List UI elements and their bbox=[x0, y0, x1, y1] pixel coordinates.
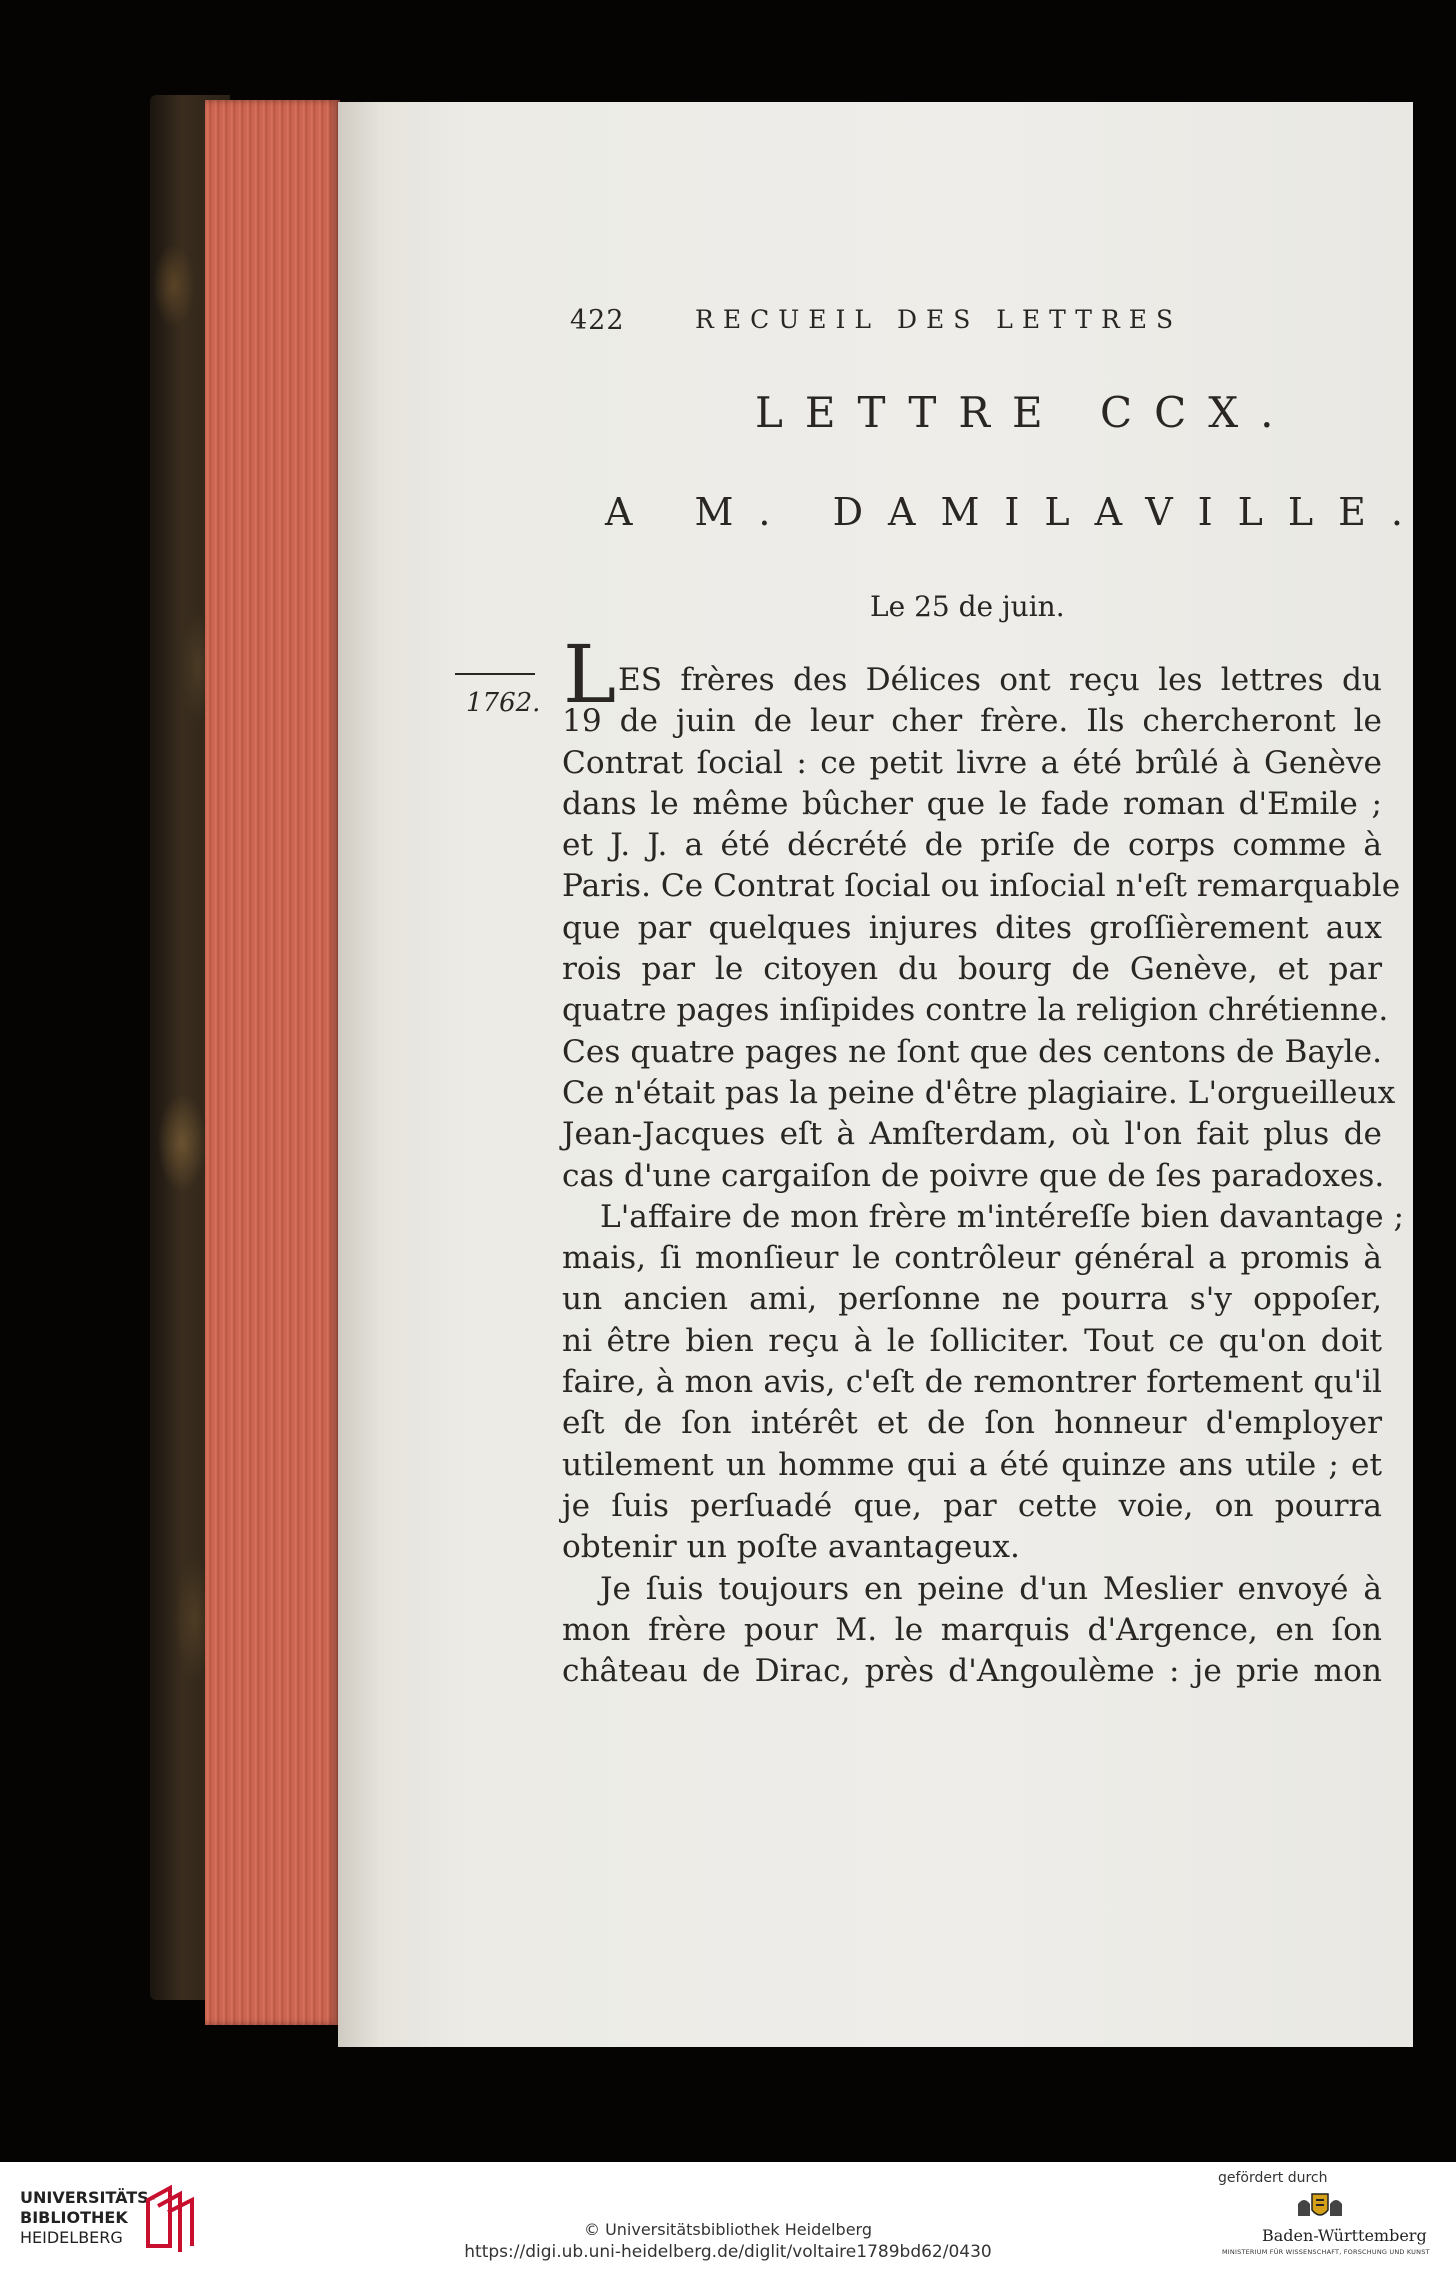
text-line: et J. J. a été décrété de priſe de corps comme à bbox=[562, 827, 1382, 864]
addressee: A M. DAMILAVILLE. bbox=[605, 490, 1428, 534]
letter-body bbox=[562, 660, 1404, 1692]
text-line: Paris. Ce Contrat ſocial ou inſocial n'eſt remarquable bbox=[562, 868, 1401, 905]
funder-name: Baden-Württemberg bbox=[1262, 2226, 1427, 2245]
permalink[interactable]: https://digi.ub.uni-heidelberg.de/diglit/voltaire1789bd62/0430 bbox=[464, 2242, 992, 2262]
text-line: que par quelques injures dites groſſièrement aux bbox=[562, 909, 1382, 946]
text-line: mon frère pour M. le marquis d'Argence, en ſon bbox=[562, 1611, 1382, 1648]
text-line: Jean-Jacques eſt à Amſterdam, où l'on fait plus de bbox=[562, 1116, 1382, 1153]
text-line: ES frères des Délices ont reçu les lettres du bbox=[618, 662, 1382, 698]
text-line: utilement un homme qui a été quinze ans utile ; et bbox=[562, 1446, 1382, 1483]
text-line: Contrat ſocial : ce petit livre a été brûlé à Genève bbox=[562, 744, 1382, 781]
copyright-notice: © Universitätsbibliothek Heidelberg bbox=[583, 2220, 872, 2239]
letter-title: LETTRE CCX. bbox=[755, 388, 1296, 437]
coat-of-arms-icon bbox=[1290, 2190, 1350, 2224]
text-line: Ces quatre pages ne ſont que des centons de Bayle. bbox=[562, 1033, 1382, 1070]
library-name-line1: UNIVERSITÄTS- bbox=[20, 2188, 156, 2207]
text-line: un ancien ami, perſonne ne pourra s'y oppoſer, bbox=[562, 1281, 1382, 1318]
margin-rule bbox=[455, 673, 535, 675]
funder-ministry: MINISTERIUM FÜR WISSENSCHAFT, FORSCHUNG UND KUNST bbox=[1222, 2248, 1430, 2256]
text-line: château de Dirac, près d'Angoulème : je prie mon bbox=[562, 1653, 1382, 1690]
text-line: Je ſuis toujours en peine d'un Meslier envoyé à bbox=[600, 1570, 1382, 1607]
text-line: rois par le citoyen du bourg de Genève, et par bbox=[562, 951, 1382, 988]
text-line: faire, à mon avis, c'eſt de remontrer fortement qu'il bbox=[562, 1364, 1382, 1401]
text-line: Ce n'était pas la peine d'être plagiaire. L'orgueilleux bbox=[562, 1074, 1396, 1111]
funded-by-label: gefördert durch bbox=[1218, 2170, 1328, 2186]
text-line: obtenir un poſte avantageux. bbox=[562, 1529, 1020, 1566]
text-line: eſt de ſon intérêt et de ſon honneur d'employer bbox=[562, 1405, 1382, 1442]
drop-cap: L bbox=[563, 628, 617, 721]
text-line: 19 de juin de leur cher frère. Ils chercheront le bbox=[562, 703, 1382, 740]
red-page-edges bbox=[205, 100, 340, 2025]
text-line: dans le même bûcher que le fade roman d'Emile ; bbox=[562, 785, 1382, 822]
library-name-line2: BIBLIOTHEK bbox=[20, 2208, 128, 2227]
text-line: quatre pages inſipides contre la religion chrétienne. bbox=[562, 992, 1389, 1029]
margin-year: 1762. bbox=[466, 688, 541, 718]
text-line: L'affaire de mon frère m'intéreſſe bien davantage ; bbox=[600, 1198, 1404, 1235]
text-line: je ſuis perſuadé que, par cette voie, on pourra bbox=[562, 1487, 1382, 1524]
date-line: Le 25 de juin. bbox=[870, 590, 1065, 623]
text-line: mais, ſi monſieur le contrôleur général a promis à bbox=[562, 1240, 1382, 1277]
text-line: cas d'une cargaiſon de poivre que de ſes paradoxes. bbox=[562, 1157, 1385, 1194]
viewer-footer bbox=[0, 2162, 1456, 2269]
running-head: RECUEIL DES LETTRES bbox=[695, 305, 1183, 334]
text-line: ni être bien reçu à le ſolliciter. Tout ce qu'on doit bbox=[562, 1322, 1382, 1359]
page-number: 422 bbox=[570, 305, 625, 336]
library-name-line3: HEIDELBERG bbox=[20, 2228, 123, 2247]
